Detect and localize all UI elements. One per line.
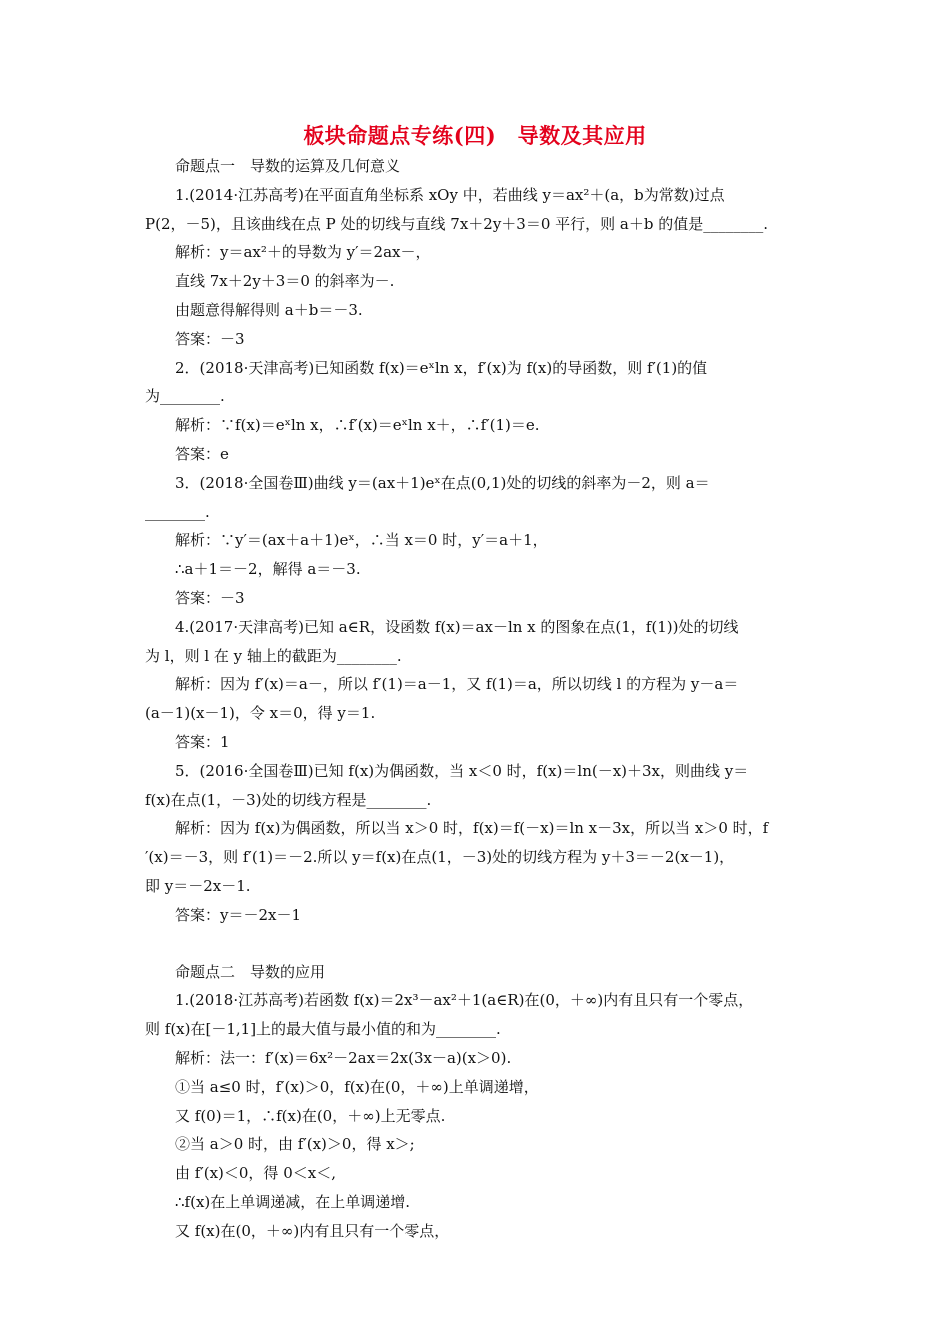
text-line: 答案：e <box>175 444 229 463</box>
text-line: ′(x)＝－3，则 f′(1)＝－2.所以 y＝f(x)在点(1，－3)处的切线方程为 y＋3＝－2(x－1)， <box>145 848 735 867</box>
text-line: f(x)在点(1，－3)处的切线方程是________. <box>145 790 432 809</box>
text-line: ________. <box>145 502 210 521</box>
text-line: 1.(2018·江苏高考)若函数 f(x)＝2x³－ax²＋1(a∈R)在(0，＋∞)内有且只有一个零点， <box>175 991 754 1010</box>
text-line: 5．(2016·全国卷Ⅲ)已知 f(x)为偶函数，当 x＜0 时，f(x)＝ln(－x)＋3x，则曲线 y＝ <box>175 761 749 780</box>
text-line: ②当 a＞0 时，由 f′(x)＞0，得 x＞; <box>175 1135 415 1154</box>
text-line: 解析：法一：f′(x)＝6x²－2ax＝2x(3x－a)(x＞0). <box>175 1048 512 1067</box>
text-line: (a－1)(x－1)，令 x＝0，得 y＝1. <box>145 704 376 723</box>
text-line: 又 f(x)在(0，＋∞)内有且只有一个零点， <box>175 1221 450 1240</box>
text-line: ∴a＋1＝－2，解得 a＝－3. <box>175 560 361 579</box>
text-line: ∴f(x)在上单调递减，在上单调递增. <box>175 1192 411 1211</box>
text-line: 直线 7x＋2y＋3＝0 的斜率为－. <box>175 272 395 291</box>
text-line: 命题点二 导数的应用 <box>175 962 326 981</box>
page-title: 板块命题点专练(四) 导数及其应用 <box>303 123 647 148</box>
text-line: 解析：因为 f(x)为偶函数，所以当 x＞0 时，f(x)＝f(－x)＝ln x－3x，所以当 x＞0 时，f <box>175 819 769 838</box>
text-line: 答案：－3 <box>175 588 245 607</box>
text-line: 解析：∵f(x)＝eˣln x，∴f′(x)＝eˣln x＋，∴f′(1)＝e. <box>175 416 540 435</box>
text-line: 为 l，则 l 在 y 轴上的截距为________. <box>145 646 402 665</box>
text-line: 解析：因为 f′(x)＝a－，所以 f′(1)＝a－1，又 f(1)＝a，所以切线 l 的方程为 y－a＝ <box>175 675 739 694</box>
text-line: 1.(2014·江苏高考)在平面直角坐标系 xOy 中，若曲线 y＝ax²＋(a，b为常数)过点 <box>175 185 725 204</box>
text-line: 命题点一 导数的运算及几何意义 <box>175 157 401 175</box>
section-gap <box>145 930 810 958</box>
text-line: 为________. <box>145 387 225 406</box>
text-line: 解析：∵y′＝(ax＋a＋1)eˣ，∴当 x＝0 时，y′＝a＋1， <box>175 531 548 550</box>
document-body <box>145 152 810 1245</box>
text-line: 答案：y＝－2x－1 <box>175 905 302 924</box>
text-line: 由 f′(x)＜0，得 0＜x＜, <box>175 1164 336 1183</box>
text-line: 则 f(x)在[－1,1]上的最大值与最小值的和为________. <box>145 1020 501 1039</box>
text-line: 答案：1 <box>175 732 230 751</box>
text-line: 答案：－3 <box>175 329 245 348</box>
text-line: P(2，－5)，且该曲线在点 P 处的切线与直线 7x＋2y＋3＝0 平行，则 a＋b 的值是________. <box>145 214 769 233</box>
text-line: 解析：y＝ax²＋的导数为 y′＝2ax－， <box>175 243 431 262</box>
text-line: 3．(2018·全国卷Ⅲ)曲线 y＝(ax＋1)eˣ在点(0,1)处的切线的斜率为－2，则 a＝ <box>175 473 710 492</box>
text-line: ①当 a≤0 时，f′(x)＞0，f(x)在(0，＋∞)上单调递增， <box>175 1077 539 1096</box>
text-line: 2．(2018·天津高考)已知函数 f(x)＝eˣln x，f′(x)为 f(x)的导函数，则 f′(1)的值 <box>175 358 708 377</box>
text-line: 由题意得解得则 a＋b＝－3. <box>175 300 363 319</box>
text-line: 4.(2017·天津高考)已知 a∈R，设函数 f(x)＝ax－ln x 的图象在点(1，f(1))处的切线 <box>175 617 739 636</box>
text-line: 即 y＝－2x－1. <box>145 876 251 895</box>
text-line: 又 f(0)＝1，∴f(x)在(0，＋∞)上无零点. <box>175 1106 446 1125</box>
